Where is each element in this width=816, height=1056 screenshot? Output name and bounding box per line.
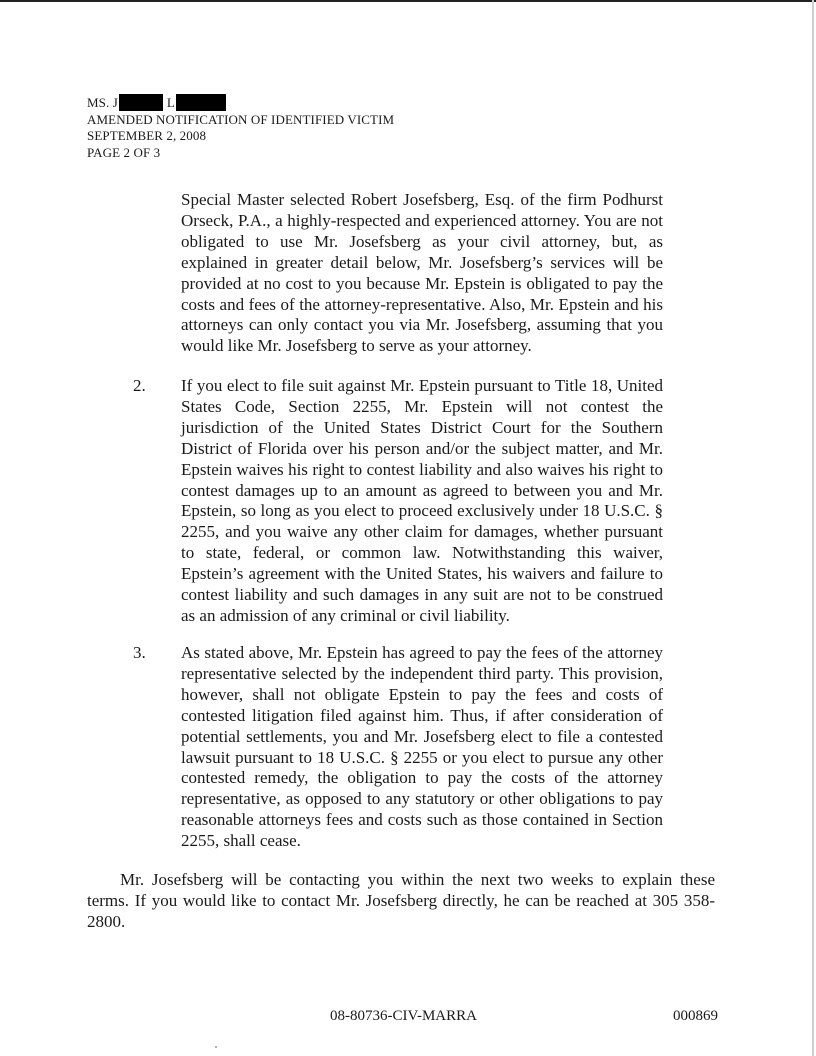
bates-number: 000869	[673, 1008, 718, 1024]
item-number: 3.	[133, 643, 146, 662]
recipient-initial: L	[166, 95, 175, 110]
date-line: SEPTEMBER 2, 2008	[87, 128, 207, 143]
item-text: If you elect to file suit against Mr. Epstein pursuant to Title 18, United States Code, Section 2255, Mr. Epstein will not contest the jurisdiction of the United States District Court for the Southern District of Florida over his person and/or the subject matter, and Mr. Epstein waives his right to contest liability and also waives his right to contest damages up to an amount as agreed to between you and Mr. Epstein, so long as you elect to proceed exclusively under 18 U.S.C. § 2255, and you waive any other claim for damages, whether pursuant to state, federal, or common law. Notwithstanding this waiver, Epstein’s agreement with the United States, his waivers and failure to contest liability and such damages in any suit are not to be construed as an admission of any criminal or civil liability.	[181, 376, 663, 625]
item-number: 2.	[133, 376, 146, 395]
recipient-line	[87, 94, 394, 112]
case-number: 08-80736-CIV-MARRA	[330, 1008, 477, 1024]
page-indicator: PAGE 2 OF 3	[87, 144, 161, 160]
recipient-prefix: MS. J	[87, 95, 118, 110]
continuation-paragraph: Special Master selected Robert Josefsberg, Esq. of the firm Podhurst Orseck, P.A., a highly-respected and experienced attorney. You are not obligated to use Mr. Josefsberg as your civil attorney, but, as explained in greater detail below, Mr. Josefsberg’s services will be provided at no cost to you because Mr. Epstein is obligated to pay the costs and fees of the attorney-representative. Also, Mr. Epstein and his attorneys can only contact you via Mr. Josefsberg, assuming that you would like Mr. Josefsberg to serve as your attorney.	[181, 190, 663, 356]
redaction-box	[119, 94, 163, 111]
redaction-box	[176, 94, 226, 111]
letter-header	[87, 94, 394, 161]
item-text: As stated above, Mr. Epstein has agreed to pay the fees of the attorney representative selected by the independent third party. This provision, however, shall not obligate Epstein to pay the fees and costs of contested litigation filed against him. Thus, if after consideration of potential settlements, you and Mr. Josefsberg elect to file a contested lawsuit pursuant to 18 U.S.C. § 2255 or you elect to pursue any other contested remedy, the obligation to pay the costs of the attorney representative, as opposed to any statutory or other obligations to pay reasonable attorneys fees and costs such as those contained in Section 2255, shall cease.	[181, 643, 663, 851]
top-scan-edge	[0, 0, 816, 2]
scan-speck	[215, 1046, 217, 1048]
right-scan-edge	[812, 0, 814, 1056]
subject-line: AMENDED NOTIFICATION OF IDENTIFIED VICTIM	[87, 111, 395, 127]
closing-paragraph: Mr. Josefsberg will be contacting you within the next two weeks to explain these terms. If you would like to contact Mr. Josefsberg directly, he can be reached at 305 358-2800.	[87, 870, 715, 931]
